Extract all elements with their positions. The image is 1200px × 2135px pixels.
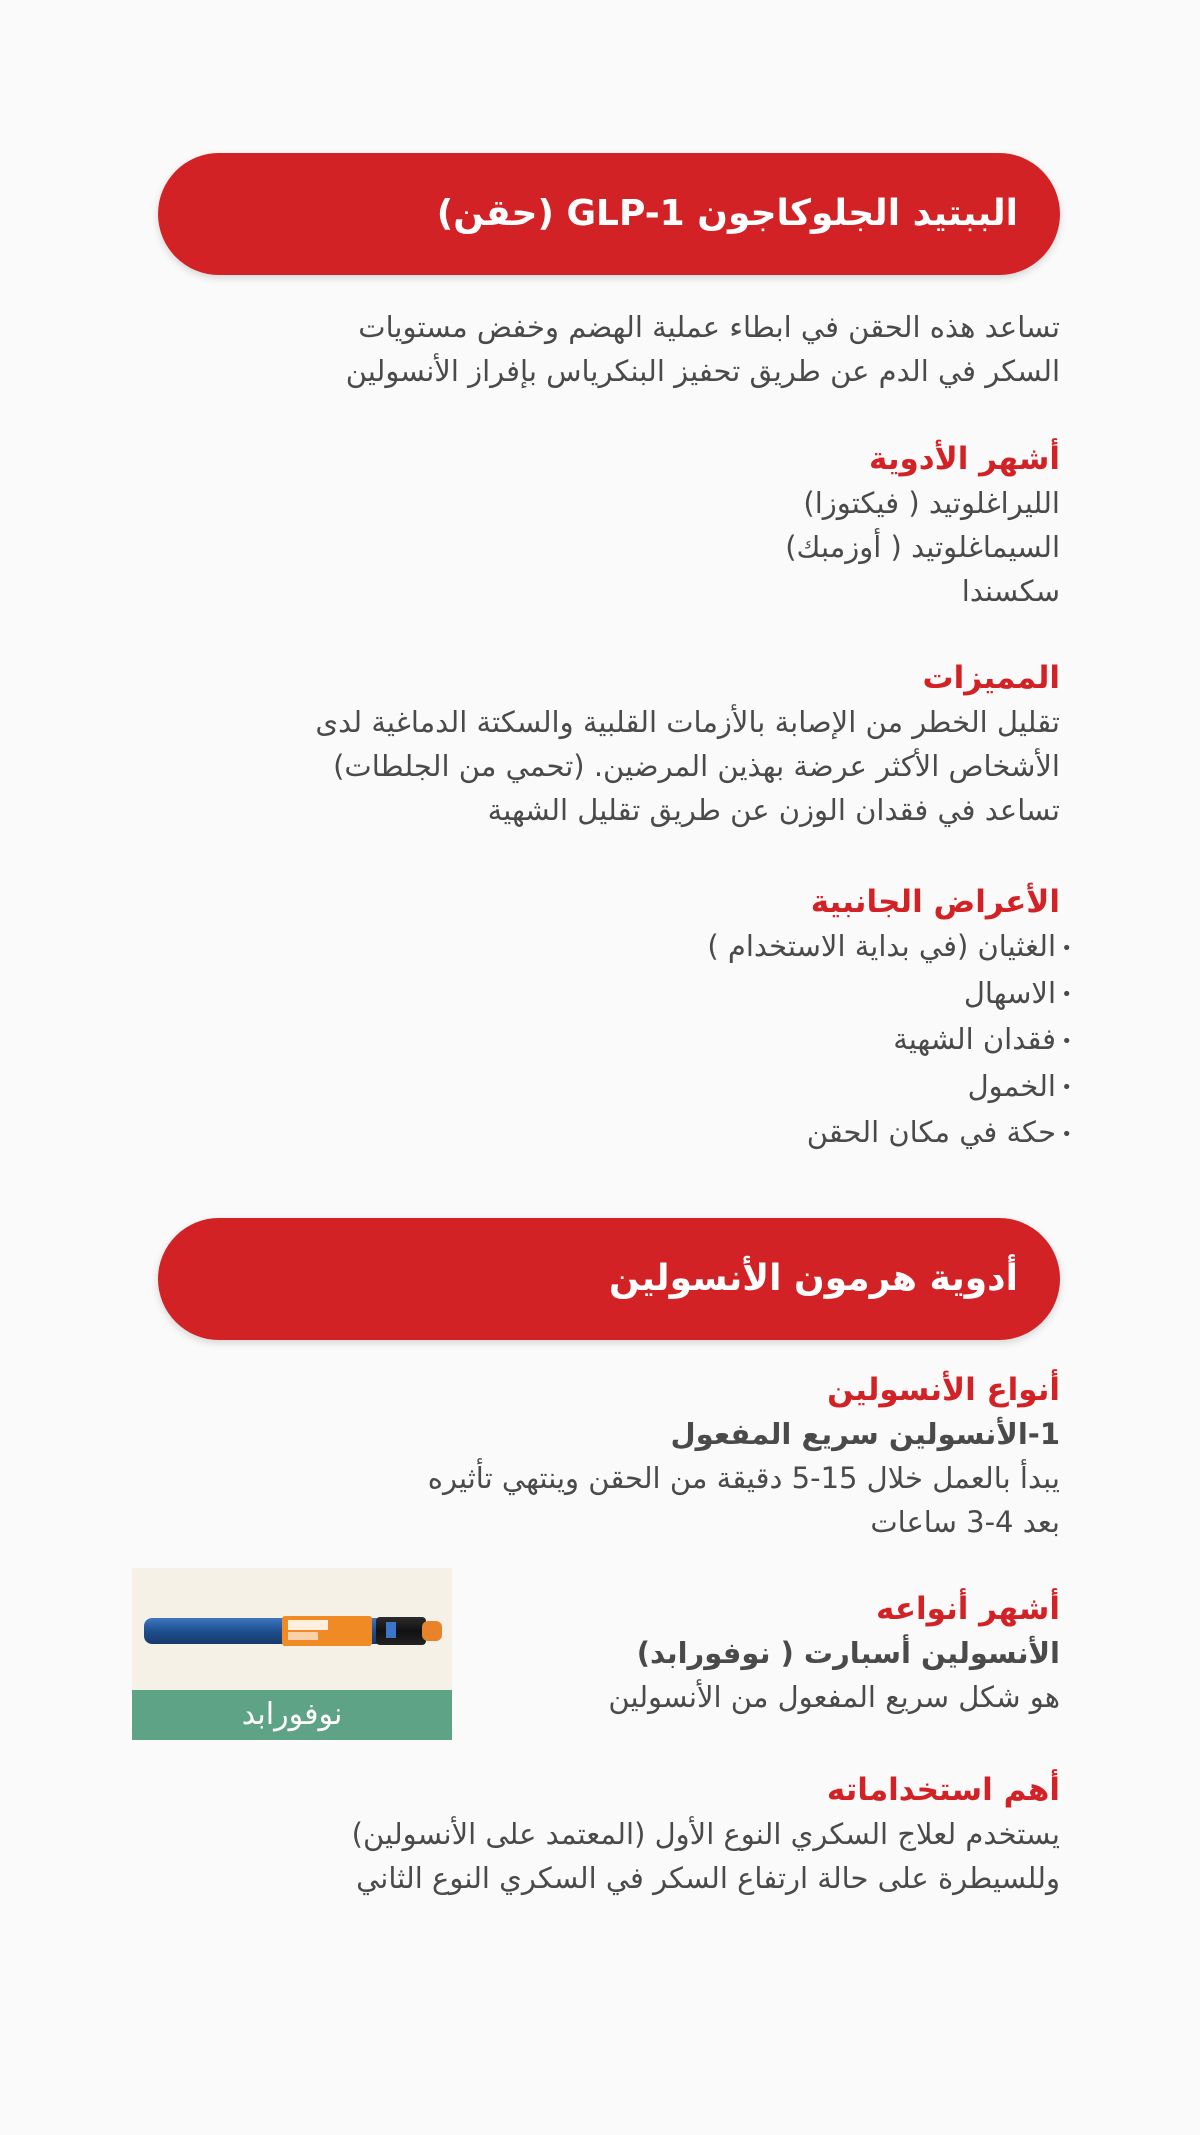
bullet-icon: • — [1061, 1077, 1072, 1098]
uses-line: يستخدم لعلاج السكري النوع الأول (المعتمد على الأنسولين) — [351, 1817, 1060, 1851]
insulin-uses — [352, 1768, 1060, 1900]
uses-line: وللسيطرة على حالة ارتفاع السكر في السكري النوع الثاني — [356, 1861, 1060, 1895]
bullet-icon: • — [1061, 1123, 1072, 1145]
pen-label: نوفورابد — [132, 1690, 452, 1740]
bullet-icon: • — [1061, 937, 1072, 959]
insulin-pen-icon — [132, 1568, 452, 1690]
type1-line: بعد 4-3 ساعات — [870, 1505, 1060, 1539]
glp1-benefits — [315, 656, 1060, 832]
insulin-banner — [158, 1218, 1060, 1340]
intro-line: السكر في الدم عن طريق تحفيز البنكرياس بإفراز الأنسولين — [345, 354, 1060, 388]
benefit-line: تساعد في فقدان الوزن عن طريق تقليل الشهية — [487, 793, 1060, 827]
type1-line: يبدأ بالعمل خلال 15-5 دقيقة من الحقن وينتهي تأثيره — [427, 1461, 1060, 1495]
list-item: •فقدان الشهية — [707, 1017, 1072, 1064]
glp1-intro — [346, 305, 1060, 393]
glp1-banner — [158, 153, 1060, 275]
glp1-side-effects — [707, 880, 1072, 1157]
bullet-icon: • — [1061, 984, 1072, 1005]
list-item: •حكة في مكان الحقن — [707, 1110, 1072, 1157]
benefits-heading: المميزات — [922, 660, 1060, 696]
insulin-banner-title: أدوية هرمون الأنسولين — [608, 1258, 1018, 1299]
benefit-line: الأشخاص الأكثر عرضة بهذين المرضين. (تحمي من الجلطات) — [333, 749, 1060, 783]
side-effects-list — [707, 924, 1072, 1157]
glp1-banner-title: الببتيد الجلوكاجون GLP-1 (حقن) — [436, 193, 1018, 234]
list-item: •الغثيان (في بداية الاستخدام ) — [707, 924, 1072, 971]
popular-title: الأنسولين أسبارت ( نوفورابد) — [636, 1636, 1060, 1670]
uses-heading: أهم استخداماته — [826, 1772, 1060, 1808]
insulin-types — [428, 1368, 1060, 1544]
popular-desc: هو شكل سريع المفعول من الأنسولين — [608, 1680, 1060, 1714]
drugs-heading: أشهر الأدوية — [869, 441, 1060, 477]
list-item: •الخمول — [707, 1064, 1072, 1111]
drug-item: الليراغلوتيد ( فيكتوزا) — [803, 486, 1060, 520]
popular-heading: أشهر أنواعه — [876, 1591, 1060, 1627]
benefit-line: تقليل الخطر من الإصابة بالأزمات القلبية والسكتة الدماغية لدى — [315, 705, 1060, 739]
types-heading: أنواع الأنسولين — [827, 1372, 1060, 1408]
intro-line: تساعد هذه الحقن في ابطاء عملية الهضم وخفض مستويات — [358, 310, 1060, 344]
drug-item: سكسندا — [961, 574, 1060, 608]
glp1-drugs — [785, 437, 1060, 613]
side-effects-heading: الأعراض الجانبية — [810, 884, 1060, 920]
bullet-icon: • — [1061, 1030, 1072, 1052]
drug-item: السيماغلوتيد ( أوزمبك) — [785, 530, 1060, 564]
novorapid-pen-image — [132, 1568, 452, 1740]
type1-title: 1-الأنسولين سريع المفعول — [670, 1417, 1060, 1451]
list-item: •الاسهال — [707, 971, 1072, 1018]
insulin-popular — [608, 1587, 1060, 1719]
